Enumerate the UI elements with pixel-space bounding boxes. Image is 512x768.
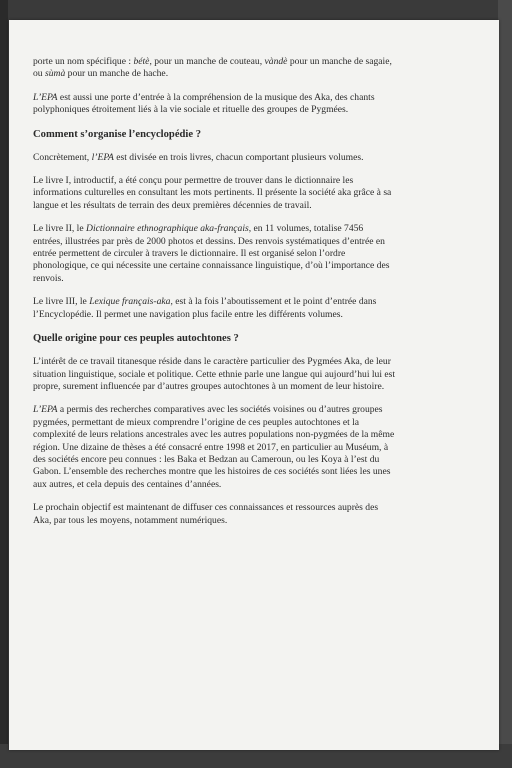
- background-left: [0, 0, 8, 768]
- paragraph-interet: L’intérêt de ce travail titanesque réside dans le caractère particulier des Pygmées Aka, de leur situation linguistique, sociale et politique. Cette ethnie parle une langue qui aujourd’hui lui est propre, surement influencée par d’autres groupes autochtones à un moment de leur histoire.: [33, 356, 396, 392]
- paragraph-recherches: L’EPA a permis des recherches comparatives avec les sociétés voisines ou d’autres groupes pygmées, permettant de mieux comprendre l’origine de ces peuples autochtones et la complexité de leurs relations ancestrales avec les autres populations non-pygmées de la même région. Une dizaine de thèses a été consacré entre 1998 et 2017, en particulier au Muséum, à des sociétés encore peu connues : les Baka et Bedzan au Cameroun, ou les Koya à l’est du Gabon. L’ensemble des recherches montre que les histoires de ces sociétés sont liées les unes aux autres, et cela depuis des centaines d’années.: [33, 404, 395, 490]
- paragraph-livre-3: Le livre III, le Lexique français-aka, est à la fois l’aboutissement et le point d’entrée dans l’Encyclopédie. Il permet une navigation plus facile entre les différents volumes.: [33, 296, 377, 320]
- paragraph-livre-2: Le livre II, le Dictionnaire ethnographique aka-français, en 11 volumes, totalise 7456 entrées, illustrées par près de 2000 photos et dessins. Des renvois systématiques d’entrée en entrée permettent de circuler à travers le dictionnaire. Il est organisé selon l’ordre phonologique, ce qui nécessite une certaine connaissance linguistique, d’où l’importance des renvois.: [33, 223, 390, 284]
- paragraph-manche: porte un nom spécifique : bétè, pour un manche de couteau, vàndè pour un manche de sagaie, ou sùmà pour un manche de hache.: [33, 56, 392, 80]
- heading-origine: Quelle origine pour ces peuples autochtones ?: [33, 333, 239, 345]
- background-right: [498, 0, 512, 768]
- paragraph-musique: L’EPA est aussi une porte d’entrée à la compréhension de la musique des Aka, des chants polyphoniques étroitement liés à la vie sociale et rituelle des groupes de Pygmées.: [33, 91, 375, 116]
- paragraph-concretement: Concrètement, l’EPA est divisée en trois livres, chacun comportant plusieurs volumes.: [33, 151, 364, 163]
- heading-organisation: Comment s’organise l’encyclopédie ?: [33, 128, 201, 140]
- document-text: [33, 56, 433, 527]
- paragraph-livre-1: Le livre I, introductif, a été conçu pour permettre de trouver dans le dictionnaire les informations culturelles en consultant les mots pertinents. Il présente la société aka grâce à sa langue et les résultats de terrain des deux premières décennies de travail.: [33, 175, 392, 211]
- paragraph-objectif: Le prochain objectif est maintenant de diffuser ces connaissances et ressources auprès des Aka, par tous les moyens, notamment numériques.: [33, 502, 379, 526]
